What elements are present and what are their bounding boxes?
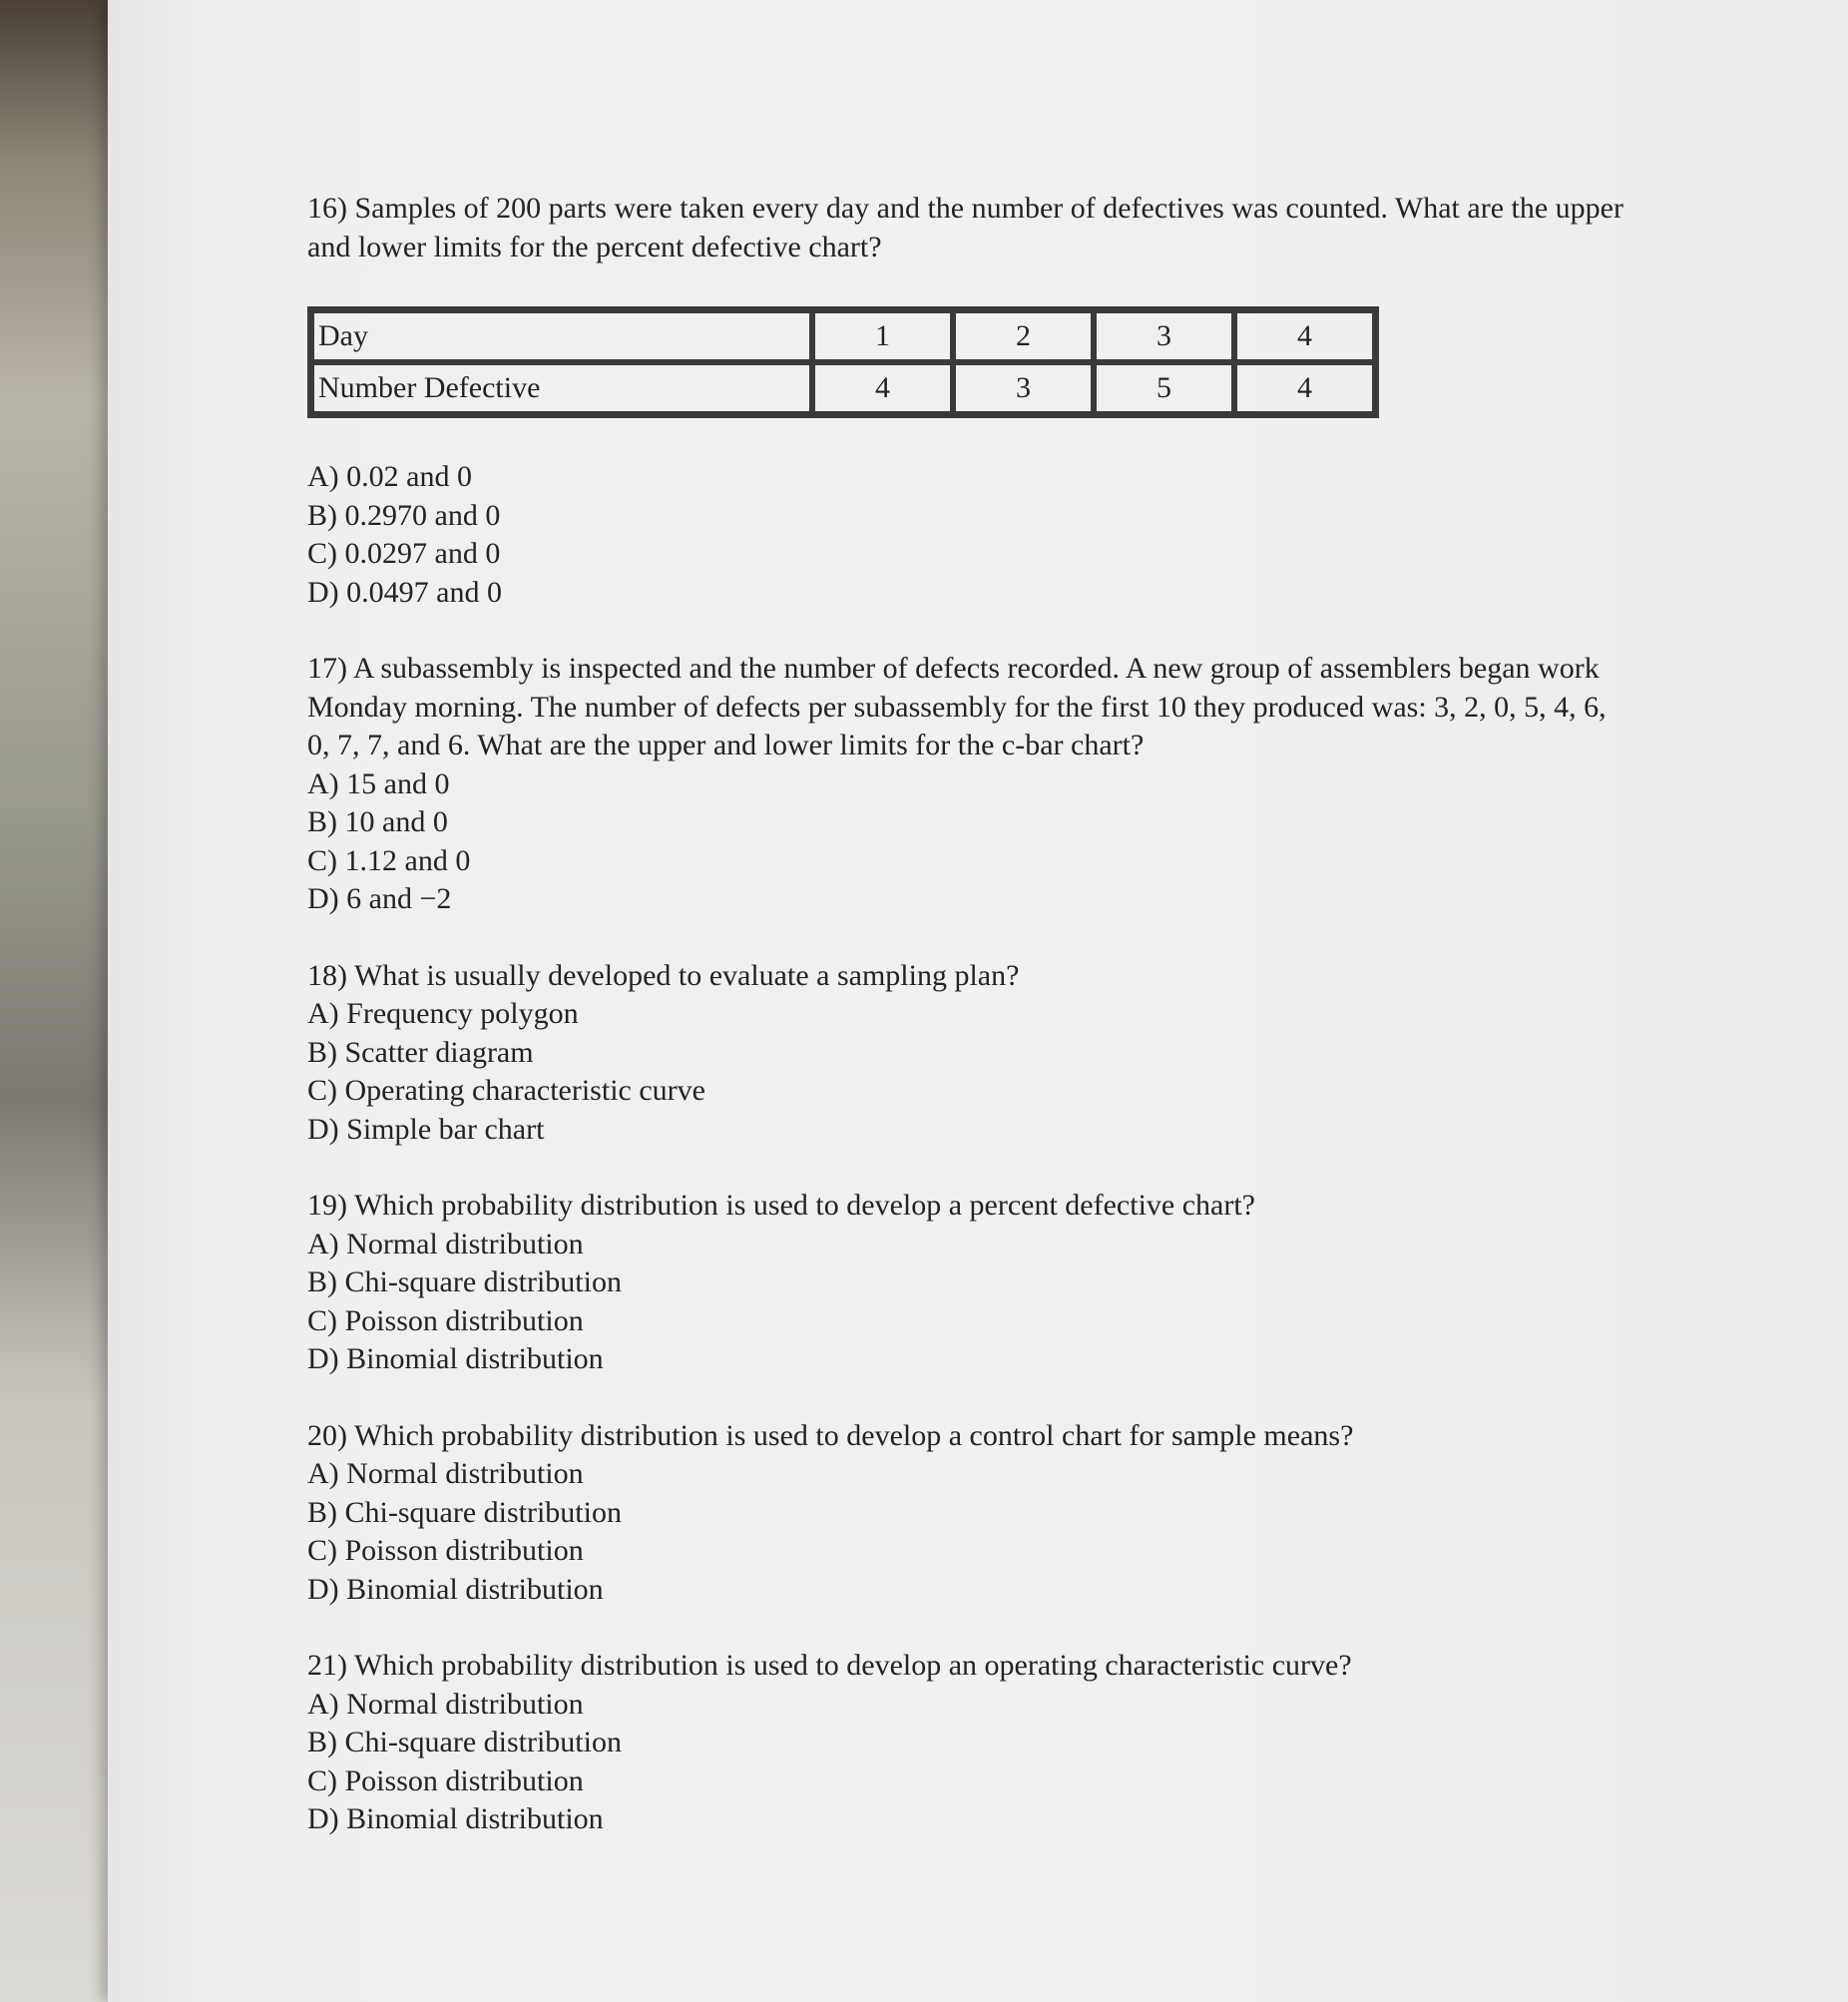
question-number: 21)	[307, 1649, 347, 1682]
spacer	[307, 919, 1634, 957]
spacer	[307, 612, 1634, 650]
question-number: 20)	[307, 1418, 347, 1452]
question-body: Which probability distribution is used to develop a percent defective chart?	[353, 1189, 1256, 1222]
table-cell: 4	[812, 362, 953, 414]
table-cell: 4	[1234, 310, 1375, 362]
answer-option-d: D) Binomial distribution	[307, 1802, 604, 1835]
spacer	[307, 1149, 1634, 1187]
spacer	[307, 1379, 1634, 1417]
answer-option-b: B) Chi-square distribution	[307, 1265, 622, 1298]
table-cell: 5	[1094, 362, 1234, 414]
answer-option-c: C) Poisson distribution	[307, 1303, 584, 1337]
worksheet-content	[307, 190, 1634, 1839]
answer-options	[307, 1686, 1634, 1839]
answer-option-a: A) Normal distribution	[307, 1227, 584, 1260]
question-text	[307, 1417, 1634, 1456]
answer-option-a: A) Normal distribution	[307, 1457, 584, 1490]
spacer	[307, 1609, 1634, 1647]
answer-option-c: C) 1.12 and 0	[307, 843, 471, 877]
question-21	[307, 1647, 1634, 1839]
table-cell: 4	[1234, 362, 1375, 414]
answer-option-a: A) 0.02 and 0	[307, 460, 472, 493]
answer-option-d: D) 0.0497 and 0	[307, 575, 502, 609]
row-header: Day	[311, 310, 812, 362]
table-cell: 1	[812, 310, 953, 362]
answer-option-c: C) Poisson distribution	[307, 1534, 584, 1567]
answer-option-d: D) 6 and −2	[307, 882, 452, 915]
table-cell: 3	[953, 362, 1094, 414]
question-text	[307, 1647, 1634, 1686]
answer-option-a: A) 15 and 0	[307, 766, 450, 800]
question-number: 19)	[307, 1189, 347, 1222]
question-body: What is usually developed to evaluate a sampling plan?	[353, 958, 1020, 992]
answer-option-d: D) Simple bar chart	[307, 1112, 545, 1146]
answer-options	[307, 458, 1634, 612]
row-header: Number Defective	[311, 362, 812, 414]
question-text	[307, 1187, 1634, 1226]
answer-option-b: B) 10 and 0	[307, 805, 448, 838]
question-text	[307, 650, 1634, 765]
question-body: A subassembly is inspected and the number of defects recorded. A new group of assemblers began work Monday morning. The number of defects per subassembly for the first 10 they produced was: 3, 2, 0, 5, 4, 6, 0, 7, 7, and 6. What are the upper and lower limits for the c-bar chart?	[307, 652, 1607, 761]
answer-option-a: A) Frequency polygon	[307, 997, 579, 1030]
answer-option-b: B) Chi-square distribution	[307, 1495, 622, 1529]
question-text	[307, 190, 1634, 266]
defectives-table	[307, 306, 1379, 418]
answer-option-c: C) Poisson distribution	[307, 1763, 584, 1797]
question-18	[307, 957, 1634, 1150]
answer-option-b: B) Chi-square distribution	[307, 1726, 622, 1758]
question-body: Which probability distribution is used to develop a control chart for sample means?	[353, 1418, 1354, 1452]
question-20	[307, 1417, 1634, 1610]
question-text	[307, 957, 1634, 996]
question-number: 17)	[307, 652, 347, 685]
table-row	[311, 310, 1375, 362]
table-cell: 2	[953, 310, 1094, 362]
answer-options	[307, 1226, 1634, 1379]
answer-option-d: D) Binomial distribution	[307, 1572, 604, 1606]
question-16	[307, 190, 1634, 612]
question-body: Which probability distribution is used to develop an operating characteristic curve?	[353, 1649, 1352, 1682]
answer-options	[307, 765, 1634, 919]
answer-option-b: B) 0.2970 and 0	[307, 498, 501, 532]
answer-options	[307, 1455, 1634, 1609]
answer-option-c: C) Operating characteristic curve	[307, 1074, 705, 1107]
answer-option-a: A) Normal distribution	[307, 1687, 584, 1721]
answer-option-d: D) Binomial distribution	[307, 1342, 604, 1375]
question-19	[307, 1187, 1634, 1379]
question-number: 18)	[307, 958, 347, 992]
question-number: 16)	[307, 192, 347, 225]
question-17	[307, 650, 1634, 919]
answer-option-b: B) Scatter diagram	[307, 1035, 534, 1069]
answer-option-c: C) 0.0297 and 0	[307, 537, 501, 570]
answer-options	[307, 995, 1634, 1149]
question-body: Samples of 200 parts were taken every day and the number of defectives was counted. What are the upper and lower limits for the percent defective chart?	[307, 192, 1623, 263]
table-row	[311, 362, 1375, 414]
table-cell: 3	[1094, 310, 1234, 362]
